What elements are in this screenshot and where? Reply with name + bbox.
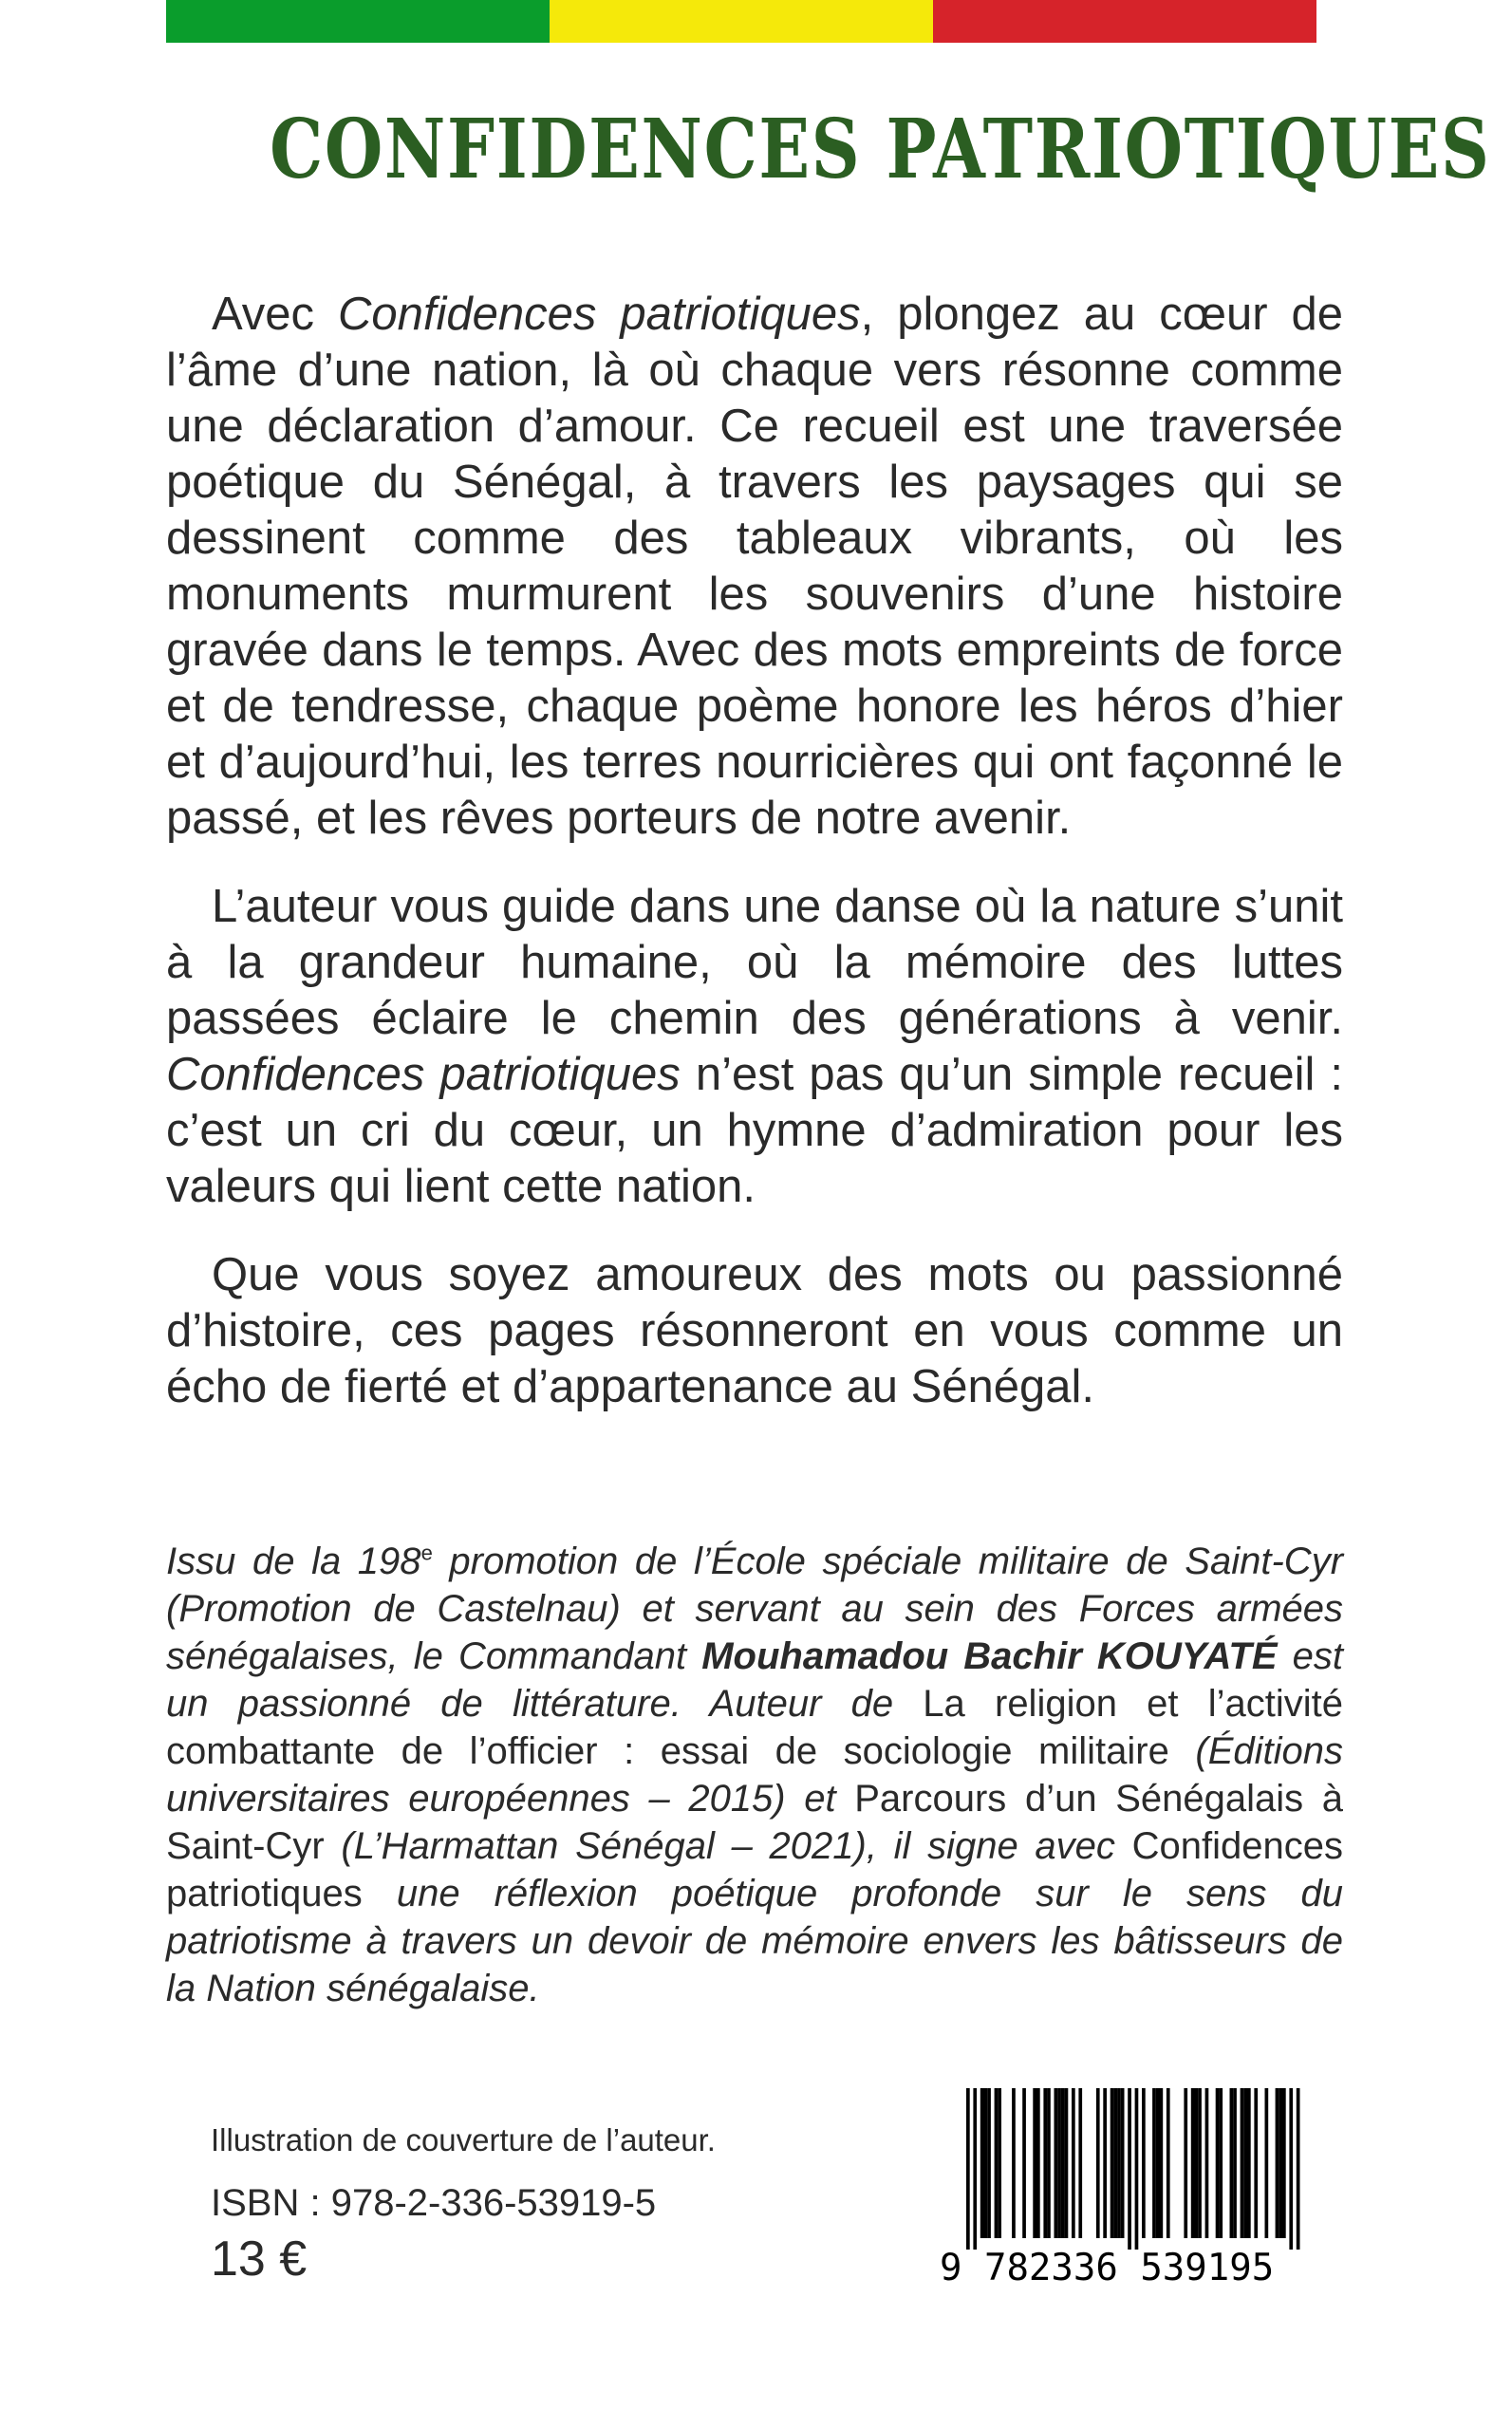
barcode-bar [1241, 2088, 1244, 2238]
barcode-bar [1254, 2088, 1258, 2238]
barcode-bars [940, 2088, 1319, 2250]
barcode-bar [1096, 2088, 1100, 2238]
text-run: Que vous soyez amoureux des mots ou passionné d’histoire, ces pages résonneront en vous comme un écho de fierté et d’appartenance au Sénégal. [166, 1249, 1343, 1412]
barcode-bar [1121, 2088, 1125, 2238]
bio-text-run: une réflexion poétique profonde sur le sens du patriotisme à travers un devoir de mémoire envers les bâtisseurs de la Nation sénégalaise. [166, 1873, 1343, 2009]
blurb-paragraph-2 [166, 879, 1343, 1215]
text-run: L’auteur vous guide dans une danse où la nature s’unit à la grandeur humaine, où la mémoire des luttes passées éclaire le chemin des générations à venir. [166, 881, 1343, 1044]
barcode-bar [1103, 2088, 1107, 2238]
barcode-bar [980, 2088, 984, 2238]
barcode-bar [998, 2088, 1001, 2238]
bio-text-run: La religion et l’activité combattante de l’officier : essai de sociologie militaire [166, 1683, 1343, 1772]
flag-green-band [166, 0, 550, 43]
barcode-bar [1142, 2088, 1146, 2238]
barcode-bar [1065, 2088, 1069, 2238]
barcode-bar [1289, 2088, 1293, 2250]
senegal-flag-stripe [166, 0, 1316, 43]
barcode-bar [973, 2088, 977, 2250]
barcode-bar [1198, 2088, 1202, 2238]
barcode-bar [1135, 2088, 1139, 2250]
bio-text-run: Confidences patriotiques [166, 1825, 1343, 1914]
text-run: Avec [212, 289, 338, 340]
barcode-bar [1279, 2088, 1282, 2238]
barcode-bar [1061, 2088, 1065, 2238]
bio-text-run: promotion de l’École spéciale militaire de Saint-Cyr (Promotion de Castelnau) et servant au sein des Forces armées sénégalaises, le Commandant [166, 1541, 1344, 1677]
barcode-bar [1184, 2088, 1187, 2238]
blurb-paragraph-3 [166, 1247, 1343, 1415]
italic-text: Confidences patriotiques [166, 1049, 681, 1100]
barcode-bar [1191, 2088, 1195, 2238]
barcode-bar [1216, 2088, 1220, 2238]
barcode-bar [1033, 2088, 1036, 2238]
flag-yellow-band [550, 0, 933, 43]
barcode-digits: 9 782336 539195 [940, 2247, 1275, 2289]
author-bio [166, 1538, 1343, 2012]
barcode-bar [1205, 2088, 1209, 2238]
text-run: , plongez au cœur de l’âme d’une nation, là où chaque vers résonne comme une déclaration d’amour. Ce recueil est une traversée poétique du Sénégal, à travers les paysages qui se dessinent comme des tableaux vibrants, où les monuments murmurent les souvenirs d’une histoire gravée dans le temps. Avec des mots empreints de force et de tendresse, chaque poème honore les héros d’hier et d’aujourd’hui, les terres nourricières qui ont façonné le passé, et les rêves porteurs de notre avenir. [166, 289, 1343, 844]
barcode-bar [1111, 2088, 1114, 2238]
barcode-bar [1047, 2088, 1051, 2238]
barcode-bar [1276, 2088, 1279, 2238]
blurb-paragraph-1 [166, 287, 1343, 847]
barcode-bar [995, 2088, 999, 2238]
text-run: n’est pas qu’un simple recueil : c’est un cri du cœur, un hymne d’admiration pour les valeurs qui lient cette nation. [166, 1049, 1343, 1212]
barcode-bar [1282, 2088, 1286, 2238]
bio-text-run: Parcours d’un Sénégalais à Saint-Cyr [166, 1778, 1344, 1867]
barcode-bar [1152, 2088, 1156, 2238]
barcode-bar [1078, 2088, 1082, 2238]
barcode-bar [1036, 2088, 1040, 2238]
barcode-bar [1160, 2088, 1164, 2238]
ordinal-superscript: e [420, 1541, 433, 1565]
barcode-bar [1128, 2088, 1131, 2250]
barcode-bar [1243, 2088, 1247, 2238]
barcode-bar [1167, 2088, 1170, 2238]
barcode-bar [1230, 2088, 1234, 2238]
italic-text: Confidences patriotiques [338, 289, 861, 340]
bio-text-run: (L’Harmattan Sénégal – 2021), il signe avec [341, 1825, 1132, 1867]
barcode-bar [966, 2088, 970, 2250]
barcode-bar [1057, 2088, 1061, 2238]
barcode-bar [1072, 2088, 1075, 2238]
barcode-bar [984, 2088, 988, 2238]
isbn: ISBN : 978-2-336-53919-5 [211, 2182, 657, 2224]
barcode-bar [1297, 2088, 1300, 2250]
bio-text-run: Issu de la 198 [166, 1541, 421, 1582]
barcode-bar [1117, 2088, 1121, 2238]
barcode-bar [1012, 2088, 1016, 2238]
flag-red-band [933, 0, 1316, 43]
barcode-bar [987, 2088, 991, 2238]
barcode-bar [1247, 2088, 1251, 2238]
barcode-bar [1233, 2088, 1237, 2238]
barcode-bar [1156, 2088, 1160, 2238]
barcode-bar [1022, 2088, 1026, 2238]
barcode-bar [1265, 2088, 1269, 2238]
barcode-bar [1043, 2088, 1047, 2238]
barcode [940, 2088, 1319, 2297]
bio-text-run: (Éditions universitaires européennes – 2015) et [166, 1730, 1343, 1820]
barcode-bar [1055, 2088, 1058, 2238]
book-title: CONFIDENCES PATRIOTIQUES [270, 102, 1491, 197]
author-name: Mouhamadou Bachir KOUYATÉ [701, 1635, 1278, 1677]
barcode-bar [1219, 2088, 1223, 2238]
barcode-bar [1195, 2088, 1199, 2238]
price: 13 € [211, 2232, 308, 2287]
blurb [166, 287, 1343, 1415]
illustration-credit: Illustration de couverture de l’auteur. [211, 2122, 716, 2157]
bio-text-run: est un passionné de littérature. Auteur de [166, 1635, 1344, 1725]
barcode-bar [1113, 2088, 1117, 2238]
